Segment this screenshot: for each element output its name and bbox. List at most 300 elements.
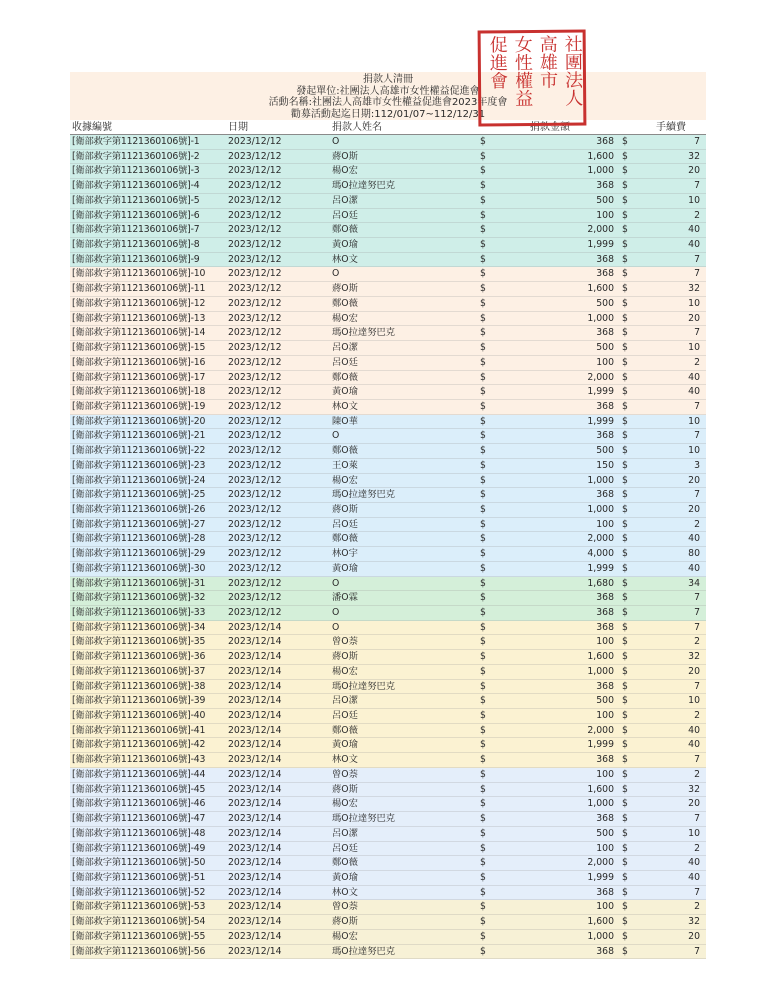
amount-currency-symbol: $ xyxy=(480,562,486,574)
fee-cell: 20 xyxy=(688,798,700,810)
amount-cell: 2,000 xyxy=(587,371,614,383)
table-row xyxy=(70,253,706,268)
fee-cell: 3 xyxy=(694,459,700,471)
date-cell: 2023/12/12 xyxy=(228,224,282,236)
donor-name-cell: 鄭O薇 xyxy=(332,297,358,309)
table-row xyxy=(70,724,706,739)
fee-currency-symbol: $ xyxy=(622,445,628,457)
amount-cell: 2,000 xyxy=(587,533,614,545)
seal-glyph-column: 高雄市 xyxy=(536,34,559,89)
amount-cell: 368 xyxy=(596,886,614,898)
table-row xyxy=(70,238,706,253)
donor-name-cell: 曾O萘 xyxy=(332,901,358,913)
fee-cell: 7 xyxy=(694,430,700,442)
fee-currency-symbol: $ xyxy=(622,842,628,854)
receipt-id-cell: [衛部救字第1121360106號]-2 xyxy=(72,150,200,162)
fee-currency-symbol: $ xyxy=(622,415,628,427)
fee-cell: 2 xyxy=(694,901,700,913)
fee-cell: 34 xyxy=(688,577,700,589)
fee-currency-symbol: $ xyxy=(622,916,628,928)
date-cell: 2023/12/14 xyxy=(228,813,282,825)
date-cell: 2023/12/14 xyxy=(228,754,282,766)
date-cell: 2023/12/14 xyxy=(228,739,282,751)
fee-cell: 40 xyxy=(688,562,700,574)
donor-name-cell: 林O文 xyxy=(332,400,358,412)
receipt-id-cell: [衛部救字第1121360106號]-4 xyxy=(72,180,200,192)
amount-cell: 1,999 xyxy=(587,739,614,751)
amount-currency-symbol: $ xyxy=(480,871,486,883)
amount-currency-symbol: $ xyxy=(480,739,486,751)
donor-name-cell: 黃O瑜 xyxy=(332,386,358,398)
fee-currency-symbol: $ xyxy=(622,400,628,412)
receipt-id-cell: [衛部救字第1121360106號]-23 xyxy=(72,459,206,471)
amount-currency-symbol: $ xyxy=(480,459,486,471)
amount-currency-symbol: $ xyxy=(480,342,486,354)
fee-currency-symbol: $ xyxy=(622,489,628,501)
date-cell: 2023/12/12 xyxy=(228,165,282,177)
table-row xyxy=(70,827,706,842)
amount-cell: 100 xyxy=(596,768,614,780)
amount-currency-symbol: $ xyxy=(480,415,486,427)
date-cell: 2023/12/12 xyxy=(228,371,282,383)
table-row xyxy=(70,842,706,857)
col-header-name: 捐款人姓名 xyxy=(332,122,382,133)
amount-cell: 368 xyxy=(596,136,614,147)
receipt-id-cell: [衛部救字第1121360106號]-25 xyxy=(72,489,206,501)
date-cell: 2023/12/14 xyxy=(228,871,282,883)
amount-cell: 500 xyxy=(596,695,614,707)
fee-currency-symbol: $ xyxy=(622,562,628,574)
date-cell: 2023/12/14 xyxy=(228,651,282,663)
amount-cell: 1,600 xyxy=(587,150,614,162)
fee-cell: 7 xyxy=(694,621,700,633)
table-row xyxy=(70,753,706,768)
donor-name-cell: 陳O華 xyxy=(332,415,358,427)
amount-cell: 368 xyxy=(596,621,614,633)
fee-cell: 10 xyxy=(688,415,700,427)
fee-currency-symbol: $ xyxy=(622,209,628,221)
fee-cell: 7 xyxy=(694,253,700,265)
fee-cell: 20 xyxy=(688,312,700,324)
fee-currency-symbol: $ xyxy=(622,548,628,560)
amount-currency-symbol: $ xyxy=(480,886,486,898)
receipt-id-cell: [衛部救字第1121360106號]-31 xyxy=(72,577,206,589)
amount-currency-symbol: $ xyxy=(480,180,486,192)
receipt-id-cell: [衛部救字第1121360106號]-33 xyxy=(72,607,206,618)
receipt-id-cell: [衛部救字第1121360106號]-19 xyxy=(72,400,206,412)
table-row xyxy=(70,680,706,695)
date-cell: 2023/12/12 xyxy=(228,474,282,486)
donor-name-cell: 楊O宏 xyxy=(332,665,358,677)
amount-currency-symbol: $ xyxy=(480,503,486,515)
receipt-id-cell: [衛部救字第1121360106號]-1 xyxy=(72,136,200,147)
amount-cell: 1,000 xyxy=(587,665,614,677)
amount-currency-symbol: $ xyxy=(480,489,486,501)
receipt-id-cell: [衛部救字第1121360106號]-49 xyxy=(72,842,206,854)
amount-cell: 1,999 xyxy=(587,562,614,574)
receipt-id-cell: [衛部救字第1121360106號]-53 xyxy=(72,901,206,913)
donor-table-body xyxy=(70,135,706,959)
fee-cell: 10 xyxy=(688,445,700,457)
date-cell: 2023/12/14 xyxy=(228,710,282,722)
table-row xyxy=(70,474,706,489)
amount-currency-symbol: $ xyxy=(480,533,486,545)
receipt-id-cell: [衛部救字第1121360106號]-46 xyxy=(72,798,206,810)
table-row xyxy=(70,532,706,547)
fee-currency-symbol: $ xyxy=(622,268,628,280)
fee-cell: 32 xyxy=(688,651,700,663)
table-row xyxy=(70,429,706,444)
table-row xyxy=(70,915,706,930)
donor-name-cell: 呂O廷 xyxy=(332,842,358,854)
date-cell: 2023/12/12 xyxy=(228,136,282,147)
fee-currency-symbol: $ xyxy=(622,680,628,692)
donor-name-cell: O xyxy=(332,430,340,442)
fee-cell: 7 xyxy=(694,136,700,147)
amount-currency-symbol: $ xyxy=(480,194,486,206)
date-cell: 2023/12/12 xyxy=(228,430,282,442)
date-cell: 2023/12/14 xyxy=(228,695,282,707)
receipt-id-cell: [衛部救字第1121360106號]-9 xyxy=(72,253,200,265)
fee-cell: 80 xyxy=(688,548,700,560)
amount-cell: 1,000 xyxy=(587,474,614,486)
donor-name-cell: 黃O瑜 xyxy=(332,562,358,574)
fee-currency-symbol: $ xyxy=(622,342,628,354)
amount-cell: 368 xyxy=(596,253,614,265)
date-cell: 2023/12/14 xyxy=(228,636,282,648)
fee-currency-symbol: $ xyxy=(622,327,628,339)
donor-name-cell: 瑪O拉達努巴克 xyxy=(332,945,396,957)
table-row xyxy=(70,738,706,753)
fee-currency-symbol: $ xyxy=(622,739,628,751)
donor-name-cell: 林O宇 xyxy=(332,548,358,560)
fee-currency-symbol: $ xyxy=(622,827,628,839)
fee-currency-symbol: $ xyxy=(622,710,628,722)
donor-name-cell: 瑪O拉達努巴克 xyxy=(332,489,396,501)
date-cell: 2023/12/14 xyxy=(228,798,282,810)
amount-currency-symbol: $ xyxy=(480,783,486,795)
date-cell: 2023/12/14 xyxy=(228,680,282,692)
date-cell: 2023/12/12 xyxy=(228,239,282,251)
donor-name-cell: 瑪O拉達努巴克 xyxy=(332,180,396,192)
donor-name-cell: 呂O潔 xyxy=(332,342,358,354)
fee-currency-symbol: $ xyxy=(622,886,628,898)
table-row xyxy=(70,812,706,827)
date-cell: 2023/12/14 xyxy=(228,842,282,854)
amount-cell: 368 xyxy=(596,489,614,501)
table-row xyxy=(70,400,706,415)
amount-currency-symbol: $ xyxy=(480,621,486,633)
donor-name-cell: 鄭O薇 xyxy=(332,724,358,736)
fee-currency-symbol: $ xyxy=(622,945,628,957)
amount-cell: 368 xyxy=(596,592,614,604)
fee-cell: 10 xyxy=(688,194,700,206)
donor-name-cell: O xyxy=(332,577,340,589)
table-row xyxy=(70,900,706,915)
fee-currency-symbol: $ xyxy=(622,312,628,324)
receipt-id-cell: [衛部救字第1121360106號]-20 xyxy=(72,415,206,427)
donor-name-cell: 呂O廷 xyxy=(332,209,358,221)
donor-name-cell: 呂O廷 xyxy=(332,356,358,368)
donor-name-cell: 黃O瑜 xyxy=(332,871,358,883)
receipt-id-cell: [衛部救字第1121360106號]-36 xyxy=(72,651,206,663)
fee-currency-symbol: $ xyxy=(622,577,628,589)
table-row xyxy=(70,871,706,886)
table-row xyxy=(70,930,706,945)
donor-name-cell: O xyxy=(332,621,340,633)
table-row xyxy=(70,518,706,533)
amount-currency-symbol: $ xyxy=(480,239,486,251)
fee-currency-symbol: $ xyxy=(622,592,628,604)
document-title: 捐款人清冊 xyxy=(363,74,413,85)
receipt-id-cell: [衛部救字第1121360106號]-27 xyxy=(72,518,206,530)
fee-cell: 20 xyxy=(688,930,700,942)
amount-cell: 368 xyxy=(596,180,614,192)
amount-currency-symbol: $ xyxy=(480,636,486,648)
date-cell: 2023/12/12 xyxy=(228,577,282,589)
table-row xyxy=(70,371,706,386)
receipt-id-cell: [衛部救字第1121360106號]-51 xyxy=(72,871,206,883)
amount-cell: 100 xyxy=(596,901,614,913)
receipt-id-cell: [衛部救字第1121360106號]-50 xyxy=(72,857,206,869)
amount-currency-symbol: $ xyxy=(480,356,486,368)
donor-list-document xyxy=(70,72,706,959)
fee-currency-symbol: $ xyxy=(622,297,628,309)
fee-cell: 40 xyxy=(688,739,700,751)
table-row xyxy=(70,209,706,224)
fee-cell: 32 xyxy=(688,283,700,295)
table-row xyxy=(70,783,706,798)
amount-currency-symbol: $ xyxy=(480,400,486,412)
date-cell: 2023/12/12 xyxy=(228,356,282,368)
table-row xyxy=(70,179,706,194)
date-cell: 2023/12/12 xyxy=(228,342,282,354)
amount-cell: 368 xyxy=(596,430,614,442)
amount-cell: 500 xyxy=(596,297,614,309)
donor-name-cell: 蔣O斯 xyxy=(332,783,358,795)
amount-cell: 100 xyxy=(596,209,614,221)
receipt-id-cell: [衛部救字第1121360106號]-22 xyxy=(72,445,206,457)
fee-currency-symbol: $ xyxy=(622,474,628,486)
receipt-id-cell: [衛部救字第1121360106號]-30 xyxy=(72,562,206,574)
receipt-id-cell: [衛部救字第1121360106號]-12 xyxy=(72,297,206,309)
receipt-id-cell: [衛部救字第1121360106號]-37 xyxy=(72,665,206,677)
fee-currency-symbol: $ xyxy=(622,356,628,368)
donor-name-cell: 王O萊 xyxy=(332,459,358,471)
receipt-id-cell: [衛部救字第1121360106號]-11 xyxy=(72,283,206,295)
fee-cell: 32 xyxy=(688,150,700,162)
amount-cell: 100 xyxy=(596,842,614,854)
receipt-id-cell: [衛部救字第1121360106號]-17 xyxy=(72,371,206,383)
fee-cell: 7 xyxy=(694,607,700,618)
date-cell: 2023/12/12 xyxy=(228,489,282,501)
receipt-id-cell: [衛部救字第1121360106號]-10 xyxy=(72,268,206,280)
receipt-id-cell: [衛部救字第1121360106號]-34 xyxy=(72,621,206,633)
donor-name-cell: 鄭O薇 xyxy=(332,445,358,457)
amount-currency-symbol: $ xyxy=(480,445,486,457)
table-row xyxy=(70,665,706,680)
amount-cell: 2,000 xyxy=(587,724,614,736)
amount-cell: 1,600 xyxy=(587,651,614,663)
amount-cell: 100 xyxy=(596,518,614,530)
fee-currency-symbol: $ xyxy=(622,253,628,265)
receipt-id-cell: [衛部救字第1121360106號]-7 xyxy=(72,224,200,236)
date-cell: 2023/12/14 xyxy=(228,945,282,957)
fee-cell: 2 xyxy=(694,842,700,854)
fee-cell: 10 xyxy=(688,695,700,707)
fee-currency-symbol: $ xyxy=(622,651,628,663)
amount-cell: 1,999 xyxy=(587,415,614,427)
fee-currency-symbol: $ xyxy=(622,930,628,942)
amount-currency-symbol: $ xyxy=(480,224,486,236)
amount-currency-symbol: $ xyxy=(480,680,486,692)
fee-cell: 40 xyxy=(688,224,700,236)
fee-cell: 2 xyxy=(694,209,700,221)
table-row xyxy=(70,341,706,356)
donor-name-cell: 呂O潔 xyxy=(332,695,358,707)
fee-cell: 2 xyxy=(694,768,700,780)
table-row xyxy=(70,194,706,209)
fee-currency-symbol: $ xyxy=(622,371,628,383)
table-row xyxy=(70,856,706,871)
fee-cell: 7 xyxy=(694,592,700,604)
donor-name-cell: 呂O廷 xyxy=(332,518,358,530)
amount-cell: 368 xyxy=(596,945,614,957)
date-cell: 2023/12/12 xyxy=(228,459,282,471)
date-cell: 2023/12/14 xyxy=(228,857,282,869)
amount-currency-symbol: $ xyxy=(480,165,486,177)
amount-cell: 1,000 xyxy=(587,165,614,177)
table-row xyxy=(70,650,706,665)
amount-currency-symbol: $ xyxy=(480,754,486,766)
table-row xyxy=(70,562,706,577)
donor-name-cell: 鄭O薇 xyxy=(332,224,358,236)
table-header xyxy=(70,122,706,135)
fee-cell: 10 xyxy=(688,342,700,354)
amount-cell: 368 xyxy=(596,607,614,618)
date-cell: 2023/12/12 xyxy=(228,607,282,618)
table-row xyxy=(70,547,706,562)
amount-currency-symbol: $ xyxy=(480,695,486,707)
table-row xyxy=(70,945,706,960)
fee-cell: 7 xyxy=(694,268,700,280)
date-cell: 2023/12/12 xyxy=(228,533,282,545)
receipt-id-cell: [衛部救字第1121360106號]-55 xyxy=(72,930,206,942)
fee-cell: 40 xyxy=(688,871,700,883)
amount-currency-symbol: $ xyxy=(480,710,486,722)
date-cell: 2023/12/12 xyxy=(228,592,282,604)
date-cell: 2023/12/14 xyxy=(228,930,282,942)
fee-currency-symbol: $ xyxy=(622,621,628,633)
fee-currency-symbol: $ xyxy=(622,754,628,766)
amount-currency-symbol: $ xyxy=(480,312,486,324)
date-cell: 2023/12/12 xyxy=(228,400,282,412)
amount-cell: 100 xyxy=(596,636,614,648)
receipt-id-cell: [衛部救字第1121360106號]-6 xyxy=(72,209,200,221)
table-row xyxy=(70,135,706,150)
amount-cell: 1,680 xyxy=(587,577,614,589)
date-cell: 2023/12/12 xyxy=(228,445,282,457)
amount-currency-symbol: $ xyxy=(480,930,486,942)
fee-currency-symbol: $ xyxy=(622,503,628,515)
amount-cell: 100 xyxy=(596,710,614,722)
date-cell: 2023/12/12 xyxy=(228,518,282,530)
receipt-id-cell: [衛部救字第1121360106號]-18 xyxy=(72,386,206,398)
fee-cell: 10 xyxy=(688,827,700,839)
receipt-id-cell: [衛部救字第1121360106號]-29 xyxy=(72,548,206,560)
amount-currency-symbol: $ xyxy=(480,592,486,604)
receipt-id-cell: [衛部救字第1121360106號]-48 xyxy=(72,827,206,839)
donor-name-cell: 楊O宏 xyxy=(332,312,358,324)
amount-cell: 368 xyxy=(596,327,614,339)
fee-currency-symbol: $ xyxy=(622,783,628,795)
date-cell: 2023/12/14 xyxy=(228,665,282,677)
fee-currency-symbol: $ xyxy=(622,636,628,648)
amount-cell: 500 xyxy=(596,827,614,839)
fee-currency-symbol: $ xyxy=(622,165,628,177)
donor-name-cell: O xyxy=(332,607,340,618)
amount-cell: 1,999 xyxy=(587,386,614,398)
fee-cell: 7 xyxy=(694,180,700,192)
fee-cell: 40 xyxy=(688,386,700,398)
fee-cell: 10 xyxy=(688,297,700,309)
fee-cell: 2 xyxy=(694,636,700,648)
amount-cell: 368 xyxy=(596,680,614,692)
donor-name-cell: 楊O宏 xyxy=(332,165,358,177)
fee-cell: 7 xyxy=(694,489,700,501)
donor-name-cell: 蔣O斯 xyxy=(332,150,358,162)
table-row xyxy=(70,326,706,341)
seal-glyph-column: 女性權益 xyxy=(511,34,534,108)
date-cell: 2023/12/12 xyxy=(228,327,282,339)
fee-currency-symbol: $ xyxy=(622,768,628,780)
table-row xyxy=(70,768,706,783)
donor-name-cell: 曾O萘 xyxy=(332,768,358,780)
amount-currency-symbol: $ xyxy=(480,474,486,486)
table-row xyxy=(70,709,706,724)
receipt-id-cell: [衛部救字第1121360106號]-42 xyxy=(72,739,206,751)
date-cell: 2023/12/12 xyxy=(228,415,282,427)
amount-currency-symbol: $ xyxy=(480,371,486,383)
amount-cell: 2,000 xyxy=(587,857,614,869)
amount-currency-symbol: $ xyxy=(480,150,486,162)
fee-cell: 2 xyxy=(694,518,700,530)
amount-cell: 1,999 xyxy=(587,239,614,251)
amount-cell: 1,600 xyxy=(587,783,614,795)
table-row xyxy=(70,577,706,592)
date-cell: 2023/12/12 xyxy=(228,150,282,162)
receipt-id-cell: [衛部救字第1121360106號]-40 xyxy=(72,710,206,722)
date-cell: 2023/12/12 xyxy=(228,503,282,515)
amount-cell: 500 xyxy=(596,342,614,354)
table-row xyxy=(70,164,706,179)
receipt-id-cell: [衛部救字第1121360106號]-14 xyxy=(72,327,206,339)
amount-cell: 368 xyxy=(596,813,614,825)
donor-name-cell: 蔣O斯 xyxy=(332,283,358,295)
amount-currency-symbol: $ xyxy=(480,518,486,530)
date-cell: 2023/12/12 xyxy=(228,548,282,560)
receipt-id-cell: [衛部救字第1121360106號]-26 xyxy=(72,503,206,515)
amount-currency-symbol: $ xyxy=(480,430,486,442)
amount-cell: 368 xyxy=(596,268,614,280)
amount-currency-symbol: $ xyxy=(480,651,486,663)
fee-currency-symbol: $ xyxy=(622,239,628,251)
date-cell: 2023/12/14 xyxy=(228,916,282,928)
donor-name-cell: 鄭O薇 xyxy=(332,371,358,383)
fee-cell: 2 xyxy=(694,710,700,722)
amount-currency-symbol: $ xyxy=(480,386,486,398)
table-row xyxy=(70,444,706,459)
